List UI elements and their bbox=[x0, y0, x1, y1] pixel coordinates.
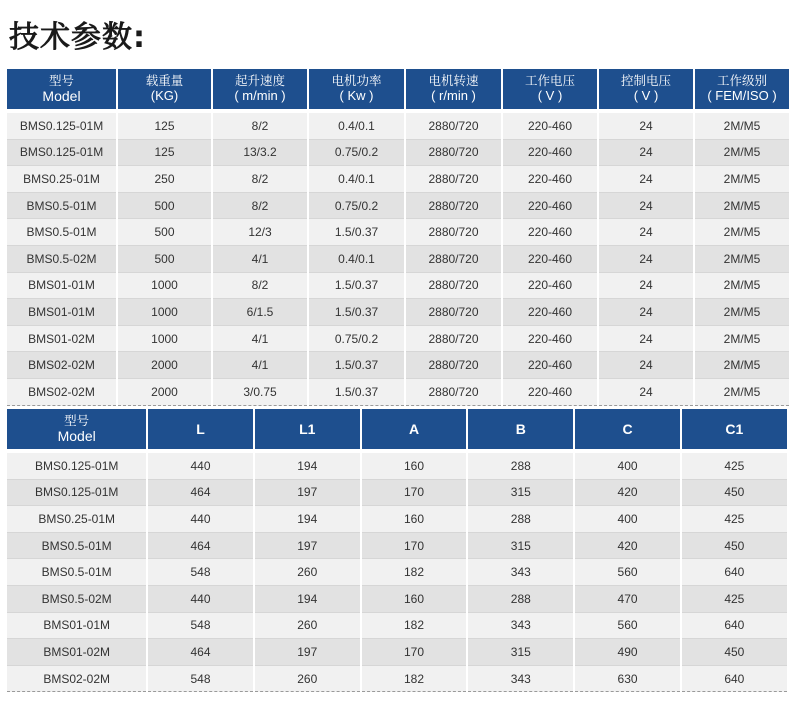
table-cell: 182 bbox=[362, 613, 466, 640]
table-cell: 1000 bbox=[118, 273, 211, 300]
page-title: 技术参数: bbox=[9, 20, 146, 55]
table-cell: 8/2 bbox=[213, 193, 307, 220]
column-header-l1: L1 bbox=[255, 409, 360, 453]
table-cell: 640 bbox=[682, 613, 787, 640]
table-cell: 343 bbox=[468, 613, 573, 640]
column-header-model: 型号 Model bbox=[7, 409, 146, 453]
table-cell: 24 bbox=[599, 299, 693, 326]
table-row bbox=[7, 506, 787, 533]
table-row bbox=[7, 219, 789, 246]
table-row bbox=[7, 533, 787, 560]
table-cell: 2880/720 bbox=[406, 219, 501, 246]
table-cell: 4/1 bbox=[213, 326, 307, 353]
table-cell: 1.5/0.37 bbox=[309, 352, 404, 379]
table-cell: 450 bbox=[682, 533, 787, 560]
table-cell: 1.5/0.37 bbox=[309, 273, 404, 300]
table-row bbox=[7, 113, 789, 140]
table-cell: 420 bbox=[575, 533, 679, 560]
table-cell: 2880/720 bbox=[406, 326, 501, 353]
table-cell: 2M/M5 bbox=[695, 113, 789, 140]
model-cell: BMS01-01M bbox=[7, 273, 116, 300]
table-row bbox=[7, 166, 789, 193]
model-cell: BMS0.125-01M bbox=[7, 453, 146, 480]
table-cell: 500 bbox=[118, 219, 211, 246]
table-cell: 440 bbox=[148, 453, 252, 480]
table-cell: 420 bbox=[575, 480, 679, 507]
column-header-c1: C1 bbox=[682, 409, 787, 453]
table-cell: 220-460 bbox=[503, 352, 597, 379]
column-header-duty-class: 工作级别 ( FEM/ISO ) bbox=[695, 69, 789, 113]
table-cell: 160 bbox=[362, 453, 466, 480]
table-cell: 425 bbox=[682, 506, 787, 533]
model-cell: BMS0.125-01M bbox=[7, 140, 116, 167]
column-header-b: B bbox=[468, 409, 573, 453]
model-cell: BMS0.5-01M bbox=[7, 559, 146, 586]
table-cell: 288 bbox=[468, 453, 573, 480]
table-cell: 12/3 bbox=[213, 219, 307, 246]
table-cell: 125 bbox=[118, 140, 211, 167]
table-cell: 2880/720 bbox=[406, 379, 501, 406]
table-cell: 160 bbox=[362, 586, 466, 613]
table-cell: 1.5/0.37 bbox=[309, 379, 404, 406]
table-cell: 24 bbox=[599, 246, 693, 273]
table-cell: 24 bbox=[599, 166, 693, 193]
table-cell: 220-460 bbox=[503, 273, 597, 300]
table-row bbox=[7, 379, 789, 406]
table-cell: 315 bbox=[468, 480, 573, 507]
table-cell: 2M/M5 bbox=[695, 166, 789, 193]
table-cell: 1000 bbox=[118, 326, 211, 353]
dimension-table-body bbox=[7, 453, 787, 692]
column-header-model: 型号 Model bbox=[7, 69, 116, 113]
table-cell: 2M/M5 bbox=[695, 352, 789, 379]
table-cell: 24 bbox=[599, 113, 693, 140]
model-cell: BMS0.5-01M bbox=[7, 193, 116, 220]
table-row bbox=[7, 586, 787, 613]
table-cell: 4/1 bbox=[213, 246, 307, 273]
table-cell: 220-460 bbox=[503, 166, 597, 193]
table-cell: 220-460 bbox=[503, 246, 597, 273]
table-header-row bbox=[7, 69, 789, 113]
table-cell: 0.75/0.2 bbox=[309, 140, 404, 167]
table-row bbox=[7, 639, 787, 666]
table-cell: 194 bbox=[255, 586, 360, 613]
table-cell: 400 bbox=[575, 453, 679, 480]
table-cell: 0.75/0.2 bbox=[309, 193, 404, 220]
table-cell: 640 bbox=[682, 666, 787, 693]
table-cell: 2M/M5 bbox=[695, 219, 789, 246]
table-cell: 125 bbox=[118, 113, 211, 140]
table-cell: 2M/M5 bbox=[695, 273, 789, 300]
table-cell: 8/2 bbox=[213, 113, 307, 140]
table-cell: 560 bbox=[575, 559, 679, 586]
table-cell: 2000 bbox=[118, 352, 211, 379]
table-cell: 194 bbox=[255, 453, 360, 480]
table-cell: 260 bbox=[255, 666, 360, 693]
table-row bbox=[7, 326, 789, 353]
model-cell: BMS0.5-01M bbox=[7, 219, 116, 246]
table-cell: 630 bbox=[575, 666, 679, 693]
table-cell: 197 bbox=[255, 480, 360, 507]
table-cell: 3/0.75 bbox=[213, 379, 307, 406]
table-cell: 464 bbox=[148, 533, 252, 560]
table-row bbox=[7, 140, 789, 167]
table-row bbox=[7, 666, 787, 693]
table-cell: 288 bbox=[468, 506, 573, 533]
table-cell: 560 bbox=[575, 613, 679, 640]
model-cell: BMS01-02M bbox=[7, 326, 116, 353]
table-cell: 2880/720 bbox=[406, 166, 501, 193]
table-cell: 548 bbox=[148, 559, 252, 586]
table-cell: 1.5/0.37 bbox=[309, 299, 404, 326]
model-cell: BMS0.25-01M bbox=[7, 506, 146, 533]
table-row bbox=[7, 193, 789, 220]
table-cell: 490 bbox=[575, 639, 679, 666]
table-cell: 24 bbox=[599, 379, 693, 406]
table-cell: 343 bbox=[468, 559, 573, 586]
table-cell: 0.4/0.1 bbox=[309, 246, 404, 273]
table-cell: 470 bbox=[575, 586, 679, 613]
table-row bbox=[7, 613, 787, 640]
table-cell: 182 bbox=[362, 559, 466, 586]
table-cell: 2M/M5 bbox=[695, 246, 789, 273]
table-cell: 315 bbox=[468, 533, 573, 560]
table-cell: 425 bbox=[682, 453, 787, 480]
column-header-motor-speed: 电机转速 ( r/min ) bbox=[406, 69, 501, 113]
table-cell: 0.75/0.2 bbox=[309, 326, 404, 353]
table-cell: 500 bbox=[118, 193, 211, 220]
table-row bbox=[7, 246, 789, 273]
table-row bbox=[7, 299, 789, 326]
model-cell: BMS02-02M bbox=[7, 352, 116, 379]
table-cell: 220-460 bbox=[503, 326, 597, 353]
table-cell: 2M/M5 bbox=[695, 326, 789, 353]
table-cell: 24 bbox=[599, 140, 693, 167]
table-cell: 220-460 bbox=[503, 299, 597, 326]
table-cell: 0.4/0.1 bbox=[309, 166, 404, 193]
model-cell: BMS0.5-02M bbox=[7, 246, 116, 273]
table-header-row bbox=[7, 409, 787, 453]
model-cell: BMS0.125-01M bbox=[7, 480, 146, 507]
table-cell: 2880/720 bbox=[406, 140, 501, 167]
table-cell: 450 bbox=[682, 480, 787, 507]
column-header-l: L bbox=[148, 409, 252, 453]
table-cell: 197 bbox=[255, 639, 360, 666]
table-cell: 220-460 bbox=[503, 219, 597, 246]
table-cell: 24 bbox=[599, 273, 693, 300]
table-cell: 24 bbox=[599, 352, 693, 379]
table-cell: 220-460 bbox=[503, 193, 597, 220]
column-header-motor-power: 电机功率 ( Kw ) bbox=[309, 69, 404, 113]
table-cell: 220-460 bbox=[503, 113, 597, 140]
table-cell: 2880/720 bbox=[406, 193, 501, 220]
model-cell: BMS01-02M bbox=[7, 639, 146, 666]
table-row bbox=[7, 453, 787, 480]
table-cell: 1.5/0.37 bbox=[309, 219, 404, 246]
table-cell: 2M/M5 bbox=[695, 193, 789, 220]
table-cell: 4/1 bbox=[213, 352, 307, 379]
table-row bbox=[7, 352, 789, 379]
table-cell: 315 bbox=[468, 639, 573, 666]
table-cell: 0.4/0.1 bbox=[309, 113, 404, 140]
table-cell: 170 bbox=[362, 533, 466, 560]
table-cell: 220-460 bbox=[503, 140, 597, 167]
table-cell: 24 bbox=[599, 193, 693, 220]
model-cell: BMS0.5-01M bbox=[7, 533, 146, 560]
model-cell: BMS02-02M bbox=[7, 666, 146, 693]
table-cell: 24 bbox=[599, 219, 693, 246]
table-cell: 548 bbox=[148, 613, 252, 640]
table-cell: 197 bbox=[255, 533, 360, 560]
model-cell: BMS01-01M bbox=[7, 613, 146, 640]
table-cell: 8/2 bbox=[213, 166, 307, 193]
table-cell: 2880/720 bbox=[406, 299, 501, 326]
column-header-a: A bbox=[362, 409, 466, 453]
table-cell: 170 bbox=[362, 639, 466, 666]
table-cell: 640 bbox=[682, 559, 787, 586]
table-cell: 440 bbox=[148, 506, 252, 533]
table-row bbox=[7, 559, 787, 586]
model-cell: BMS01-01M bbox=[7, 299, 116, 326]
table-cell: 260 bbox=[255, 613, 360, 640]
table-cell: 182 bbox=[362, 666, 466, 693]
table-cell: 343 bbox=[468, 666, 573, 693]
table-cell: 2000 bbox=[118, 379, 211, 406]
table-cell: 194 bbox=[255, 506, 360, 533]
column-header-c: C bbox=[575, 409, 679, 453]
table-cell: 440 bbox=[148, 586, 252, 613]
table-cell: 2M/M5 bbox=[695, 379, 789, 406]
model-cell: BMS0.25-01M bbox=[7, 166, 116, 193]
table-cell: 288 bbox=[468, 586, 573, 613]
table-cell: 2880/720 bbox=[406, 352, 501, 379]
table-cell: 450 bbox=[682, 639, 787, 666]
model-cell: BMS0.5-02M bbox=[7, 586, 146, 613]
table-cell: 425 bbox=[682, 586, 787, 613]
table-cell: 500 bbox=[118, 246, 211, 273]
table-cell: 2880/720 bbox=[406, 246, 501, 273]
table-cell: 260 bbox=[255, 559, 360, 586]
table-cell: 2M/M5 bbox=[695, 299, 789, 326]
model-cell: BMS02-02M bbox=[7, 379, 116, 406]
table-cell: 250 bbox=[118, 166, 211, 193]
table-row bbox=[7, 273, 789, 300]
table-cell: 1000 bbox=[118, 299, 211, 326]
dimension-table bbox=[5, 409, 789, 692]
model-cell: BMS0.125-01M bbox=[7, 113, 116, 140]
table-cell: 6/1.5 bbox=[213, 299, 307, 326]
hoist-spec-table bbox=[5, 69, 790, 406]
table-cell: 2880/720 bbox=[406, 113, 501, 140]
table-cell: 13/3.2 bbox=[213, 140, 307, 167]
table-cell: 170 bbox=[362, 480, 466, 507]
table-cell: 160 bbox=[362, 506, 466, 533]
column-header-lifting-speed: 起升速度 ( m/min ) bbox=[213, 69, 307, 113]
column-header-control-voltage: 控制电压 ( V ) bbox=[599, 69, 693, 113]
table-cell: 220-460 bbox=[503, 379, 597, 406]
table-cell: 464 bbox=[148, 480, 252, 507]
table-cell: 400 bbox=[575, 506, 679, 533]
table-cell: 2M/M5 bbox=[695, 140, 789, 167]
column-header-working-voltage: 工作电压 ( V ) bbox=[503, 69, 597, 113]
table-cell: 548 bbox=[148, 666, 252, 693]
table-cell: 24 bbox=[599, 326, 693, 353]
table-cell: 464 bbox=[148, 639, 252, 666]
table-row bbox=[7, 480, 787, 507]
hoist-spec-table-body bbox=[7, 113, 789, 406]
table-cell: 2880/720 bbox=[406, 273, 501, 300]
table-cell: 8/2 bbox=[213, 273, 307, 300]
column-header-load-capacity: 载重量 (KG) bbox=[118, 69, 211, 113]
